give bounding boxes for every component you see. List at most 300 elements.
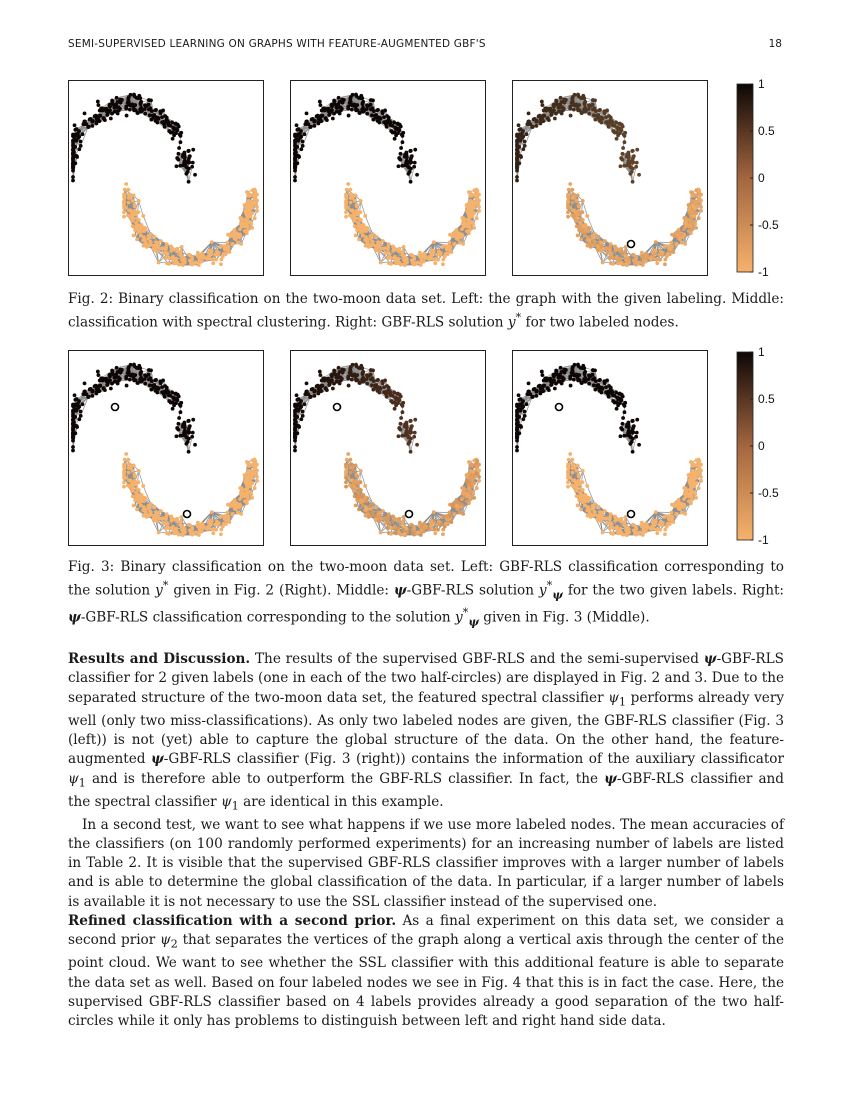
graph-node [200, 252, 204, 256]
graph-node [123, 188, 127, 192]
graph-node [81, 132, 85, 136]
graph-node [144, 226, 148, 230]
graph-node [378, 241, 382, 245]
graph-node [337, 96, 341, 100]
graph-node [153, 235, 157, 239]
graph-node [349, 196, 353, 200]
graph-node [293, 175, 297, 179]
graph-node [328, 111, 332, 115]
graph-node [103, 118, 107, 122]
graph-node [462, 217, 466, 221]
graph-node [394, 258, 398, 262]
graph-node [190, 165, 194, 169]
graph-node [392, 120, 396, 124]
graph-node [77, 135, 81, 139]
graph-node [410, 253, 414, 257]
graph-node [122, 199, 126, 203]
graph-node [405, 260, 409, 264]
graph-node [165, 242, 169, 246]
graph-node [419, 263, 423, 267]
graph-node [193, 173, 197, 177]
graph-node [230, 242, 234, 246]
graph-node [170, 120, 174, 124]
graph-node [79, 140, 83, 144]
graph-node [87, 125, 91, 129]
graph-node [354, 193, 358, 197]
graph-node [156, 116, 160, 120]
graph-node [219, 262, 223, 266]
graph-node [293, 157, 297, 161]
graph-node [131, 199, 135, 203]
graph-node [233, 234, 237, 238]
graph-node [399, 152, 403, 156]
graph-node [427, 257, 431, 261]
graph-node [356, 108, 360, 112]
graph-node [197, 263, 201, 267]
fig2-left-plot [69, 81, 263, 275]
graph-node [128, 108, 132, 112]
graph-node [109, 117, 113, 121]
graph-node [452, 242, 456, 246]
graph-node [151, 116, 155, 120]
graph-node [104, 107, 108, 111]
graph-node [167, 262, 171, 266]
graph-node [475, 195, 479, 199]
graph-node [460, 227, 464, 231]
graph-node [71, 179, 75, 183]
graph-node [398, 250, 402, 254]
graph-node [385, 114, 389, 118]
graph-node [360, 96, 364, 100]
graph-node [397, 156, 401, 160]
fig2-middle-plot [291, 81, 485, 275]
graph-node [369, 103, 373, 107]
graph-node [94, 115, 98, 119]
graph-node [356, 224, 360, 228]
graph-node [253, 189, 257, 193]
graph-node [114, 105, 118, 109]
graph-node [377, 249, 381, 253]
graph-node [147, 234, 151, 238]
graph-node [344, 215, 348, 219]
graph-node [407, 165, 411, 169]
graph-node [389, 256, 393, 260]
graph-node [409, 161, 413, 165]
graph-node [182, 151, 186, 155]
graph-node [163, 125, 167, 129]
graph-node [409, 156, 413, 160]
graph-node [331, 117, 335, 121]
graph-node [177, 146, 181, 150]
graph-node [172, 258, 176, 262]
graph-node [402, 254, 406, 258]
graph-node [180, 245, 184, 249]
graph-node [122, 210, 126, 214]
graph-node [183, 260, 187, 264]
graph-node [97, 103, 101, 107]
graph-node [147, 98, 151, 102]
graph-node [166, 252, 170, 256]
graph-node [402, 245, 406, 249]
graph-node [471, 206, 475, 210]
graph-node [350, 193, 354, 197]
graph-node [364, 235, 368, 239]
graph-node [196, 251, 200, 255]
graph-node [236, 241, 240, 245]
graph-node [245, 216, 249, 220]
graph-node [350, 108, 354, 112]
graph-node [372, 109, 376, 113]
graph-node [293, 140, 297, 144]
graph-node [393, 137, 397, 141]
graph-node [360, 225, 364, 229]
graph-node [178, 133, 182, 137]
graph-node [73, 128, 77, 132]
graph-node [167, 256, 171, 260]
graph-node [313, 119, 317, 123]
graph-node [91, 119, 95, 123]
graph-node [156, 245, 160, 249]
graph-node [389, 262, 393, 266]
graph-node [253, 216, 257, 220]
graph-node [397, 164, 401, 168]
graph-node [412, 165, 416, 169]
graph-node [240, 217, 244, 221]
fig2-panel-right [512, 80, 708, 276]
graph-node [393, 126, 397, 130]
graph-node [466, 224, 470, 228]
graph-node [124, 182, 128, 186]
graph-node [348, 188, 352, 192]
graph-node [71, 157, 75, 161]
graph-node [142, 235, 146, 239]
graph-node [155, 121, 159, 125]
graph-node [381, 111, 385, 115]
graph-node [171, 137, 175, 141]
graph-node [346, 107, 350, 111]
graph-node [386, 245, 390, 249]
graph-node [214, 258, 218, 262]
graph-node [472, 226, 476, 230]
graph-node [115, 96, 119, 100]
graph-node [394, 261, 398, 265]
graph-node [336, 105, 340, 109]
graph-node [247, 199, 251, 203]
graph-node [360, 108, 364, 112]
graph-node [130, 219, 134, 223]
graph-node [356, 211, 360, 215]
graph-node [72, 150, 76, 154]
graph-node [172, 261, 176, 265]
graph-node [451, 234, 455, 238]
graph-node [319, 103, 323, 107]
graph-node [305, 120, 309, 124]
graph-node [354, 93, 358, 97]
graph-node [83, 120, 87, 124]
graph-node [122, 195, 126, 199]
graph-node [191, 148, 195, 152]
graph-node [299, 129, 303, 133]
graph-node [138, 225, 142, 229]
graph-node [175, 164, 179, 168]
graph-node [295, 128, 299, 132]
graph-node [132, 234, 136, 238]
graph-node [416, 261, 420, 265]
graph-node [253, 195, 257, 199]
graph-node [415, 173, 419, 177]
graph-node [383, 246, 387, 250]
graph-node [138, 96, 142, 100]
graph-node [369, 234, 373, 238]
page-number: 18 [768, 38, 782, 50]
graph-node [122, 206, 126, 210]
graph-node [359, 218, 363, 222]
graph-node [134, 108, 138, 112]
graph-node [309, 125, 313, 129]
graph-node [126, 97, 130, 101]
graph-node [444, 252, 448, 256]
graph-node [190, 257, 194, 261]
graph-node [409, 180, 413, 184]
graph-node [176, 261, 180, 265]
graph-node [138, 108, 142, 112]
graph-node [352, 103, 356, 107]
graph-node [376, 108, 380, 112]
graph-node [365, 112, 369, 116]
graph-node [366, 226, 370, 230]
graph-node [171, 126, 175, 130]
graph-node [385, 125, 389, 129]
graph-node [134, 211, 138, 215]
graph-node [295, 145, 299, 149]
graph-node [419, 255, 423, 259]
graph-node [98, 109, 102, 113]
graph-node [389, 123, 393, 127]
graph-node [134, 224, 138, 228]
graph-node [137, 199, 141, 203]
graph-node [404, 151, 408, 155]
graph-node [159, 111, 163, 115]
graph-node [445, 246, 449, 250]
graph-node [347, 114, 351, 118]
graph-node [293, 169, 297, 173]
graph-node [469, 199, 473, 203]
graph-node [154, 108, 158, 112]
graph-node [147, 103, 151, 107]
graph-node [398, 261, 402, 265]
graph-node [401, 140, 405, 144]
graph-node [118, 99, 122, 103]
graph-node [299, 147, 303, 151]
graph-node [91, 124, 95, 128]
graph-node [359, 199, 363, 203]
graph-node [350, 215, 354, 219]
graph-node [255, 205, 259, 209]
graph-node [357, 237, 361, 241]
graph-node [167, 123, 171, 127]
graph-node [293, 161, 297, 165]
graph-node [413, 161, 417, 165]
graph-node [240, 222, 244, 226]
graph-node [250, 226, 254, 230]
graph-node [461, 242, 465, 246]
graph-node [177, 152, 181, 156]
graph-node [139, 102, 143, 106]
graph-node [219, 258, 223, 262]
graph-node [188, 253, 192, 257]
graph-node [71, 169, 75, 173]
graph-node [222, 252, 226, 256]
graph-node [143, 103, 147, 107]
graph-node [413, 148, 417, 152]
graph-node [355, 204, 359, 208]
graph-node [418, 251, 422, 255]
graph-node [227, 250, 231, 254]
graph-node [243, 229, 247, 233]
graph-node [433, 261, 437, 265]
graph-node [187, 161, 191, 165]
graph-node [348, 97, 352, 101]
graph-node [223, 246, 227, 250]
graph-node [143, 112, 147, 116]
graph-node [303, 132, 307, 136]
graph-node [344, 210, 348, 214]
graph-node [142, 244, 146, 248]
graph-node [408, 149, 412, 153]
graph-node [448, 241, 452, 245]
graph-node [352, 219, 356, 223]
graph-node [326, 107, 330, 111]
graph-node [239, 242, 243, 246]
graph-node [169, 244, 173, 248]
graph-node [137, 230, 141, 234]
graph-node [458, 241, 462, 245]
graph-node [155, 249, 159, 253]
graph-node [127, 208, 131, 212]
graph-node [441, 258, 445, 262]
graph-node [179, 140, 183, 144]
graph-node [346, 182, 350, 186]
graph-node [373, 116, 377, 120]
graph-node [349, 208, 353, 212]
graph-node [178, 164, 182, 168]
graph-node [71, 161, 75, 165]
graph-node [161, 246, 165, 250]
graph-node [363, 214, 367, 218]
graph-node [429, 251, 433, 255]
graph-node [477, 205, 481, 209]
graph-node [399, 146, 403, 150]
graph-node [114, 110, 118, 114]
graph-node [255, 209, 259, 213]
graph-node [226, 241, 230, 245]
graph-node [467, 216, 471, 220]
graph-node [135, 237, 139, 241]
graph-node [344, 199, 348, 203]
graph-node [455, 234, 459, 238]
graph-node [353, 224, 357, 228]
graph-node [436, 258, 440, 262]
graph-node [194, 261, 198, 265]
graph-node [470, 193, 474, 197]
graph-node [349, 201, 353, 205]
graph-node [462, 222, 466, 226]
fig2-panel-left [68, 80, 264, 276]
graph-node [174, 131, 178, 135]
graph-node [388, 252, 392, 256]
graph-node [399, 125, 403, 129]
graph-node [180, 254, 184, 258]
graph-node [412, 257, 416, 261]
graph-node [299, 135, 303, 139]
graph-node [77, 147, 81, 151]
graph-node [141, 214, 145, 218]
graph-node [186, 170, 190, 174]
graph-node [171, 255, 175, 259]
graph-node [387, 242, 391, 246]
graph-node [125, 114, 129, 118]
graph-node [162, 120, 166, 124]
graph-node [477, 209, 481, 213]
graph-node [248, 193, 252, 197]
graph-node [441, 262, 445, 266]
graph-node [210, 240, 214, 244]
graph-node [122, 215, 126, 219]
graph-node [108, 103, 112, 107]
graph-node [214, 253, 218, 257]
graph-node [295, 123, 299, 127]
graph-node [400, 133, 404, 137]
graph-node [132, 193, 136, 197]
graph-node [345, 188, 349, 192]
graph-node [301, 144, 305, 148]
graph-node [396, 131, 400, 135]
graph-node [313, 124, 317, 128]
graph-node [336, 110, 340, 114]
graph-node [177, 125, 181, 129]
graph-node [436, 253, 440, 257]
graph-node [126, 188, 130, 192]
graph-node [320, 109, 324, 113]
graph-node [320, 119, 324, 123]
graph-node [149, 243, 153, 247]
graph-node [408, 170, 412, 174]
graph-node [98, 119, 102, 123]
graph-node [475, 216, 479, 220]
graph-node [371, 243, 375, 247]
graph-node [229, 234, 233, 238]
graph-node [211, 261, 215, 265]
graph-node [165, 120, 169, 124]
graph-node [353, 199, 357, 203]
running-head: SEMI-SUPERVISED LEARNING ON GRAPHS WITH FEATURE-AUGMENTED GBF'S [68, 38, 486, 50]
graph-node [128, 215, 132, 219]
graph-node [465, 229, 469, 233]
graph-node [197, 255, 201, 259]
graph-node [432, 240, 436, 244]
graph-node [378, 245, 382, 249]
graph-node [238, 227, 242, 231]
graph-node [391, 131, 395, 135]
graph-node [96, 100, 100, 104]
graph-node [316, 115, 320, 119]
graph-node [365, 103, 369, 107]
graph-node [361, 102, 365, 106]
graph-node [344, 206, 348, 210]
graph-node [187, 156, 191, 160]
graph-node [244, 224, 248, 228]
graph-node [387, 120, 391, 124]
